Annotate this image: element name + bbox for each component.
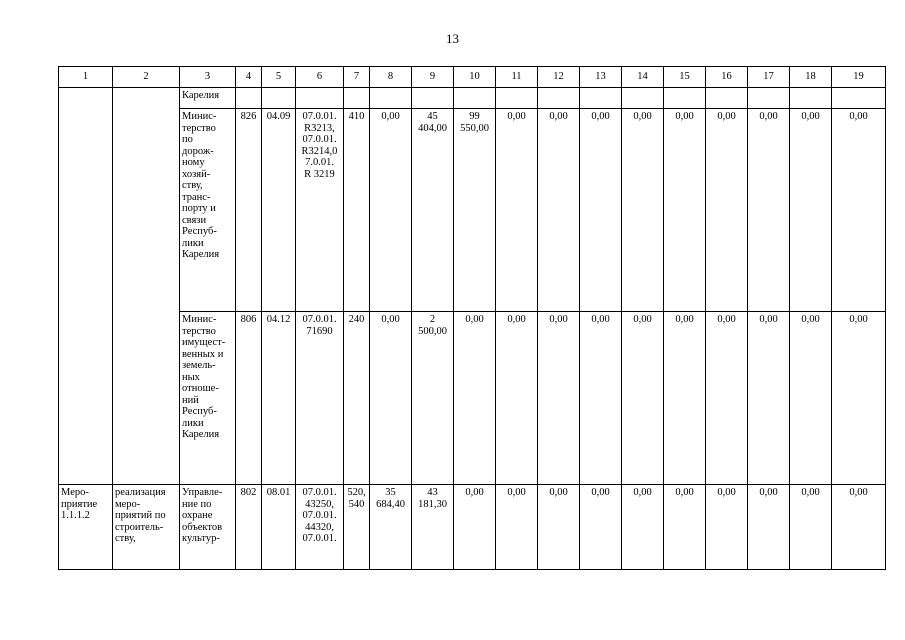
table-cell — [664, 88, 706, 109]
table-cell: 0,00 — [538, 485, 580, 570]
table-cell: 0,00 — [706, 312, 748, 485]
table-cell: 0,00 — [580, 109, 622, 312]
table-cell: 0,00 — [538, 312, 580, 485]
table-cell — [580, 88, 622, 109]
column-header: 15 — [664, 67, 706, 88]
column-header: 6 — [296, 67, 344, 88]
table-cell: 0,00 — [790, 485, 832, 570]
column-header: 1 — [59, 67, 113, 88]
header-row — [59, 67, 886, 88]
table-cell — [790, 88, 832, 109]
table-cell: 43 181,30 — [412, 485, 454, 570]
table-cell — [412, 88, 454, 109]
table-cell: 0,00 — [538, 109, 580, 312]
table-cell: 0,00 — [496, 485, 538, 570]
executor-cell: Управле- ние по охране объектов культур- — [180, 485, 236, 570]
column-header: 14 — [622, 67, 664, 88]
table-cell: 35 684,40 — [370, 485, 412, 570]
table-cell: 0,00 — [454, 312, 496, 485]
column-header: 11 — [496, 67, 538, 88]
column-header: 19 — [832, 67, 886, 88]
column-header: 10 — [454, 67, 496, 88]
column-header: 17 — [748, 67, 790, 88]
table-row — [59, 312, 886, 485]
table-cell: 0,00 — [832, 485, 886, 570]
table-row — [59, 485, 886, 570]
budget-table — [58, 66, 886, 570]
table-cell: 0,00 — [370, 312, 412, 485]
table-cell: 0,00 — [664, 312, 706, 485]
column-header: 4 — [236, 67, 262, 88]
table-cell: 0,00 — [706, 485, 748, 570]
measure-cell: Меро- приятие 1.1.1.2 — [59, 485, 113, 570]
table-cell — [706, 88, 748, 109]
table-cell: 0,00 — [790, 109, 832, 312]
table-cell: 45 404,00 — [412, 109, 454, 312]
page-number: 13 — [446, 31, 459, 46]
table-cell: 0,00 — [748, 312, 790, 485]
table-cell — [262, 88, 296, 109]
table-cell: 240 — [344, 312, 370, 485]
measure-name-cell: реализация меро- приятий по строитель- ству, — [113, 485, 180, 570]
table-cell: 0,00 — [496, 312, 538, 485]
table-cell: 802 — [236, 485, 262, 570]
table-cell: 0,00 — [454, 485, 496, 570]
column-header: 5 — [262, 67, 296, 88]
column-header: 18 — [790, 67, 832, 88]
table-cell: 2 500,00 — [412, 312, 454, 485]
table-cell: 99 550,00 — [454, 109, 496, 312]
table-cell: 826 — [236, 109, 262, 312]
table-cell: 0,00 — [622, 485, 664, 570]
table-cell: 0,00 — [790, 312, 832, 485]
table-cell — [496, 88, 538, 109]
table-cell: 0,00 — [664, 109, 706, 312]
table-cell: 0,00 — [832, 312, 886, 485]
column-header: 8 — [370, 67, 412, 88]
table-cell: 0,00 — [622, 312, 664, 485]
column-header: 16 — [706, 67, 748, 88]
table-row — [59, 109, 886, 312]
column-header: 3 — [180, 67, 236, 88]
table-cell: 806 — [236, 312, 262, 485]
table-cell: 520, 540 — [344, 485, 370, 570]
table-cell — [296, 88, 344, 109]
table-cell — [622, 88, 664, 109]
table-cell: 0,00 — [748, 485, 790, 570]
column-header: 7 — [344, 67, 370, 88]
column-header: 2 — [113, 67, 180, 88]
table-cell: 0,00 — [832, 109, 886, 312]
table-cell: 04.12 — [262, 312, 296, 485]
executor-cell: Минис- терство по дорож- ному хозяй- ству, транс- порту и связи Респуб- лики Карелия — [180, 109, 236, 312]
table-cell — [454, 88, 496, 109]
table-cell: 0,00 — [496, 109, 538, 312]
table-cell — [832, 88, 886, 109]
table-cell: 08.01 — [262, 485, 296, 570]
table-cell: 04.09 — [262, 109, 296, 312]
table-cell — [236, 88, 262, 109]
table-row — [59, 88, 886, 109]
table-cell — [113, 88, 180, 485]
table-cell: 0,00 — [622, 109, 664, 312]
table-cell: 07.0.01. R3213, 07.0.01. R3214,0 7.0.01. R 3219 — [296, 109, 344, 312]
table-cell: 0,00 — [748, 109, 790, 312]
table-cell: 410 — [344, 109, 370, 312]
table-cell: 0,00 — [664, 485, 706, 570]
table-cell — [538, 88, 580, 109]
table-cell — [344, 88, 370, 109]
table-cell — [59, 88, 113, 485]
column-header: 9 — [412, 67, 454, 88]
table-cell: 0,00 — [580, 485, 622, 570]
table-cell: 0,00 — [580, 312, 622, 485]
table-cell: 07.0.01. 71690 — [296, 312, 344, 485]
column-header: 12 — [538, 67, 580, 88]
table-cell: 07.0.01. 43250, 07.0.01. 44320, 07.0.01. — [296, 485, 344, 570]
table-cell: 0,00 — [370, 109, 412, 312]
column-header: 13 — [580, 67, 622, 88]
table-cell — [748, 88, 790, 109]
table-cell: 0,00 — [706, 109, 748, 312]
table-cell — [370, 88, 412, 109]
executor-cell: Карелия — [180, 88, 236, 109]
executor-cell: Минис- терство имущест- венных и земель- ных отноше- ний Респуб- лики Карелия — [180, 312, 236, 485]
